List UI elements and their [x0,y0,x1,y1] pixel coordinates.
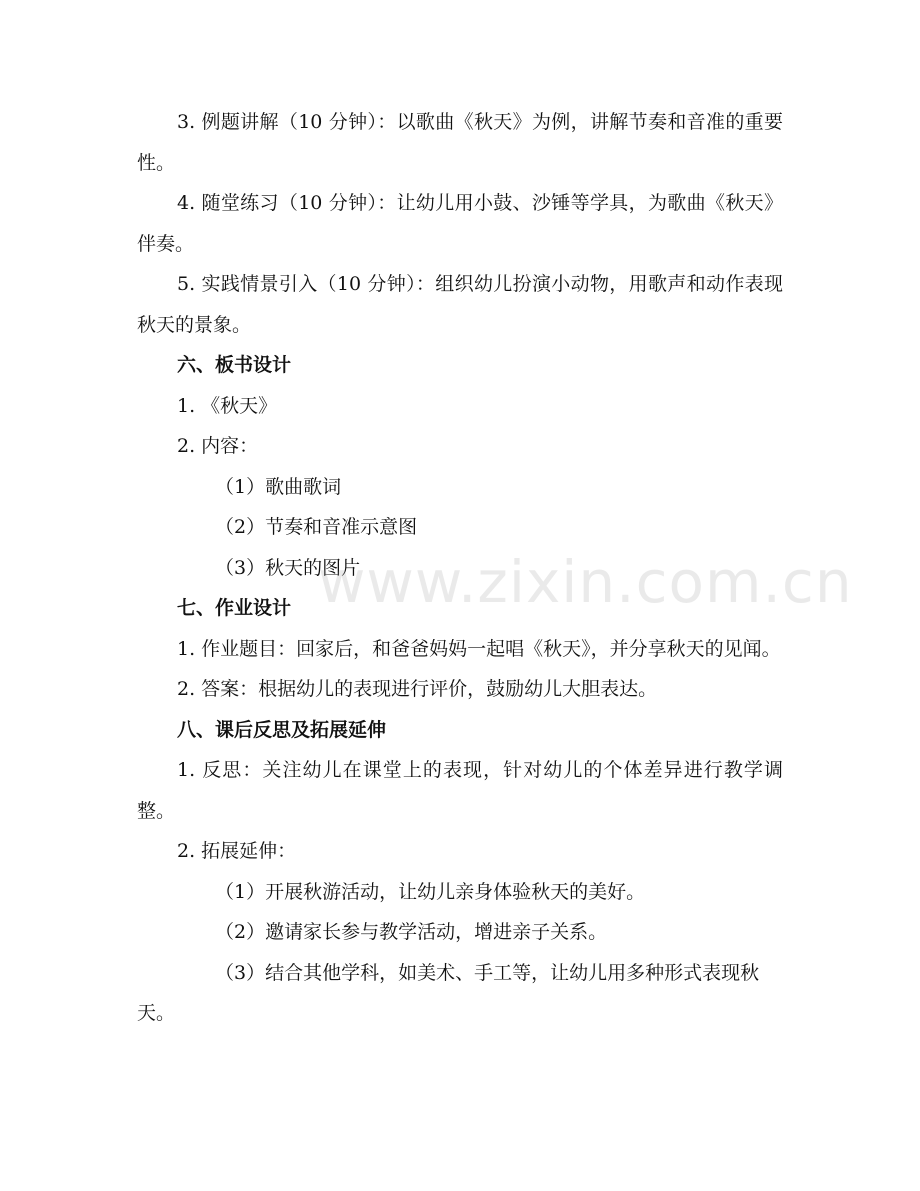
paragraph-extension-2: 2. 拓展延伸： [177,840,297,862]
sub-item-invite-parents: （2）邀请家长参与教学活动，增进亲子关系。 [215,921,608,943]
sub-item-combine-subjects: （3）结合其他学科，如美术、手工等，让幼儿用多种形式表现秋天。 [137,961,760,1024]
paragraph-board-1: 1. 《秋天》 [177,394,278,417]
paragraph-step-3: 3. 例题讲解（10 分钟）：以歌曲《秋天》为例，讲解节奏和音准的重要性。 [137,111,783,174]
sub-item-rhythm-diagram: （2）节奏和音准示意图 [215,516,418,538]
sub-item-autumn-outing: （1）开展秋游活动，让幼儿亲身体验秋天的美好。 [215,880,646,903]
paragraph-homework-2: 2. 答案：根据幼儿的表现进行评价，鼓励幼儿大胆表达。 [177,678,658,700]
sub-item-lyrics: （1）歌曲歌词 [215,475,342,498]
paragraph-reflection-1: 1. 反思：关注幼儿在课堂上的表现，针对幼儿的个体差异进行教学调整。 [137,759,783,822]
section-heading-reflection: 八、课后反思及拓展延伸 [177,718,387,741]
paragraph-step-4: 4. 随堂练习（10 分钟）：让幼儿用小鼓、沙锤等学具，为歌曲《秋天》伴奏。 [137,192,783,255]
section-heading-homework: 七、作业设计 [177,597,292,619]
watermark-text: www.zixin.com.cn [318,548,853,616]
sub-item-autumn-pictures: （3）秋天的图片 [215,556,361,579]
paragraph-homework-1: 1. 作业题目：回家后，和爸爸妈妈一起唱《秋天》，并分享秋天的见闻。 [177,637,781,660]
document-body [137,102,783,1034]
paragraph-step-5: 5. 实践情景引入（10 分钟）：组织幼儿扮演小动物，用歌声和动作表现秋天的景象。 [137,273,783,336]
section-heading-board-design: 六、板书设计 [177,354,292,376]
paragraph-board-2: 2. 内容： [177,435,259,457]
